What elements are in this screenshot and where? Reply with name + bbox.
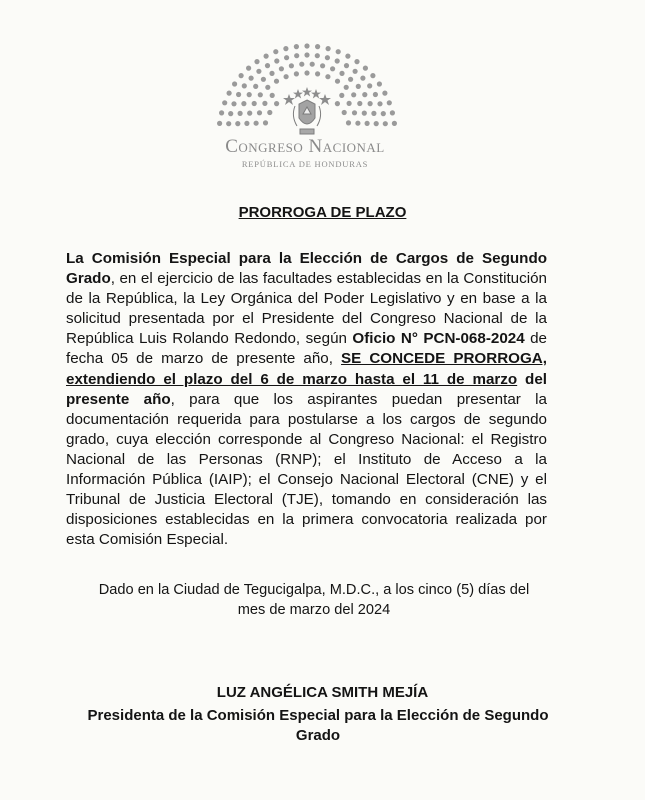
seat-dot [342,110,347,115]
body-committee-name: La Comisión Especial para la Elección de Cargos de Segundo Grado [66,250,547,288]
seat-dot [339,93,344,98]
seat-dot [284,55,289,60]
seat-dot [299,62,304,67]
date-place-line: Dado en la Ciudad de Tegucigalpa, M.D.C., a los cinco (5) días del mes de marzo del 2024 [98,582,530,618]
seat-dot [345,54,350,59]
seat-dot [228,111,233,116]
seat-dot [360,76,365,81]
seat-dot [217,121,222,126]
seat-dot [354,59,359,64]
seat-dot [325,55,330,60]
seat-dot [347,101,352,106]
seat-dot [357,101,362,106]
institution-name: Congreso Nacional [225,136,385,157]
seat-dot [374,121,379,126]
seat-dot [239,73,244,78]
seat-dot [294,44,299,49]
body-text-segment: , para que los aspirantes puedan presentar la documentación requerida para postularse a los cargos de segundo grado, cuya elección corresponde al Congreso Nacional: el Registro Nacional de las Personas (RNP); el Instituto de Acceso a la Información Pública (IAIP); el Consejo Nacional Electoral (CNE) y el Tribunal de Justicia Electoral (TJE), tomando en consideración las disposiciones establecidas en la primera convocatoria realizada por esta Comisión Especial. [66,390,547,549]
seat-dot [244,121,249,126]
seat-dot [232,81,237,86]
seat-dot [344,85,349,90]
seat-dot [370,73,375,78]
seat-dot [289,63,294,68]
seat-dot [261,77,266,82]
signer-name: LUZ ANGÉLICA SMITH MEJÍA [216,684,429,701]
seat-dot [355,121,360,126]
seat-dot [315,44,320,49]
seat-dot [254,59,259,64]
seat-dot [339,71,344,76]
seat-dot [265,85,270,90]
seat-dot [257,110,262,115]
seat-dot [383,121,388,126]
congress-hemicycle-icon [212,34,402,139]
document-title: PRORROGA DE PLAZO [238,204,407,221]
seat-dot [363,66,368,71]
seat-dot [274,101,279,106]
signer-role: Presidenta de la Comisión Especial para la Elección de Segundo Grado [87,707,549,744]
seat-dot [356,84,361,89]
seat-dot [392,121,397,126]
body-text-segment: de fecha 05 de marzo de presente año, [66,330,547,368]
seat-dot [274,58,279,63]
body-present-year: del presente año [66,370,547,408]
seat-dot [274,79,279,84]
seat-dot [262,101,267,106]
seat-dot [336,49,341,54]
seat-dot [283,46,288,51]
seat-dot [231,101,236,106]
seat-dot [273,49,278,54]
seat-dot [352,110,357,115]
seat-dot [238,111,243,116]
seat-dot [325,74,330,79]
seat-dot [242,83,247,88]
seat-dot [387,100,392,105]
seat-dot [253,84,258,89]
seat-dot [346,120,351,125]
seat-dot [371,111,376,116]
seat-dot [315,71,320,76]
seat-dot [236,92,241,97]
seat-dot [326,46,331,51]
seat-dot [294,71,299,76]
seat-dot [269,71,274,76]
seat-dot [315,53,320,58]
seat-dot [335,58,340,63]
seat-dot [247,92,252,97]
seat-dot [304,70,309,75]
body-extension-granted: SE CONCEDE PRORROGA, extendiendo el plazo del 6 de marzo hasta el 11 de marzo [66,350,547,388]
seat-dot [270,93,275,98]
seat-dot [335,79,340,84]
seat-dot [344,63,349,68]
document-body [66,249,547,550]
seat-dot [382,91,387,96]
seat-dot [367,83,372,88]
seat-dot [362,92,367,97]
seat-dot [373,92,378,97]
seat-dot [304,43,309,48]
seat-dot [377,101,382,106]
seat-dot [226,121,231,126]
seat-dot [258,92,263,97]
seat-dot [265,63,270,68]
seat-dot [365,121,370,126]
seat-dot [222,100,227,105]
country-name: REPÚBLICA DE HONDURAS [241,159,369,169]
seat-dot [348,77,353,82]
seat-dot [294,53,299,58]
seat-dot [320,63,325,68]
seat-dot [267,110,272,115]
seat-dot [335,101,340,106]
seat-dot [381,111,386,116]
seat-dot [310,62,315,67]
seat-dot [284,74,289,79]
seat-dot [256,69,261,74]
seat-dot [353,69,358,74]
seat-dot [219,110,224,115]
seat-dot [252,101,257,106]
seat-dot [304,52,309,57]
seat-dot [368,101,373,106]
seat-dot [264,54,269,59]
seat-dot [362,111,367,116]
seat-dot [263,120,268,125]
seat-dot [330,66,335,71]
seat-dot [254,121,259,126]
body-text-segment: , en el ejercicio de las facultades establecidas en la Constitución de la República, la Ley Orgánica del Poder Legislativo y en base a la solicitud presentada por el Presidente del Congreso Nacional de la República Luis Rolando Redondo, según [66,270,547,348]
seat-dot [235,121,240,126]
seat-dot [249,76,254,81]
seat-dot [246,66,251,71]
seat-dot [247,111,252,116]
seat-dot [390,110,395,115]
seat-dot [227,91,232,96]
seat-dot [241,101,246,106]
seat-dot [279,66,284,71]
body-office-reference: Oficio N° PCN-068-2024 [352,330,525,348]
seat-dot [377,81,382,86]
seat-dot [351,92,356,97]
